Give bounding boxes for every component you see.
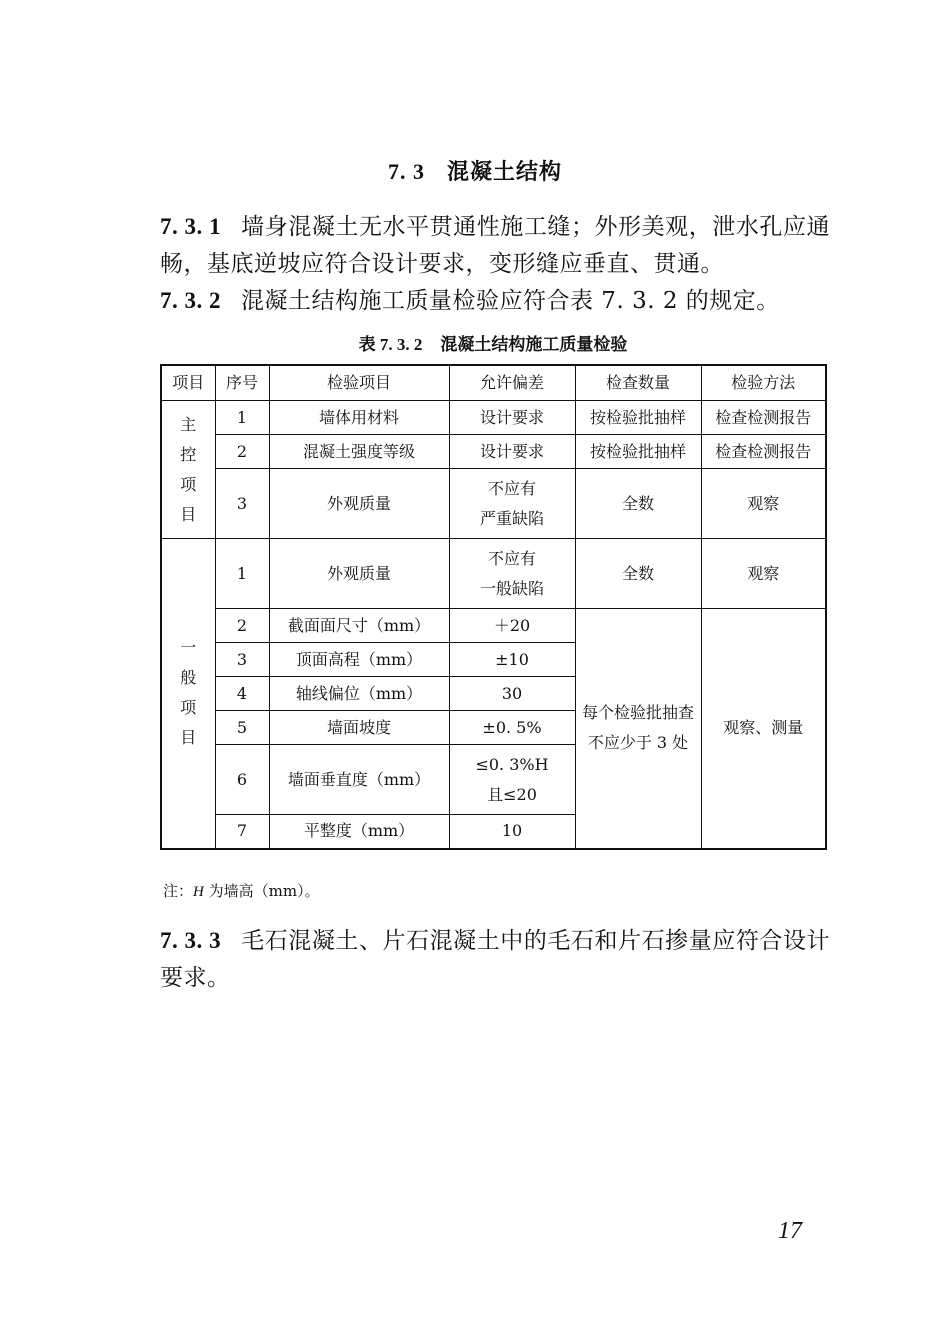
inspection-method: 观察 xyxy=(701,469,826,539)
tolerance: 设计要求 xyxy=(449,401,575,435)
tolerance: 10 xyxy=(449,815,575,849)
row-number: 2 xyxy=(215,609,269,643)
row-number: 3 xyxy=(215,643,269,677)
note-prefix: 注： xyxy=(163,882,194,900)
inspection-item: 平整度（mm） xyxy=(269,815,449,849)
general-group-label: 一 般 项 目 xyxy=(161,539,215,849)
row-number: 7 xyxy=(215,815,269,849)
general-inspection-method: 观察、测量 xyxy=(701,609,826,849)
table-row xyxy=(161,609,826,643)
inspection-item: 墙面垂直度（mm） xyxy=(269,745,449,815)
row-number: 1 xyxy=(215,401,269,435)
clause-text: 毛石混凝土、片石混凝土中的毛石和片石掺量应符合设计要求。 xyxy=(160,928,831,991)
inspection-item: 墙体用材料 xyxy=(269,401,449,435)
inspection-item: 外观质量 xyxy=(269,469,449,539)
clause-7-3-3 xyxy=(160,922,830,997)
clause-number: 7. 3. 2 xyxy=(160,288,221,313)
inspection-method: 检查检测报告 xyxy=(701,435,826,469)
main-group-label: 主 控 项 目 xyxy=(161,401,215,539)
clause-number: 7. 3. 3 xyxy=(160,928,222,953)
tolerance: 30 xyxy=(449,677,575,711)
header-cell: 序号 xyxy=(215,365,269,401)
tolerance: 设计要求 xyxy=(449,435,575,469)
inspection-item: 截面面尺寸（mm） xyxy=(269,609,449,643)
inspection-quantity: 按检验批抽样 xyxy=(575,401,701,435)
inspection-quantity: 全数 xyxy=(575,539,701,609)
header-cell: 检验方法 xyxy=(701,365,826,401)
row-number: 5 xyxy=(215,711,269,745)
header-cell: 检查数量 xyxy=(575,365,701,401)
tolerance: ≤0. 3%H 且≤20 xyxy=(449,745,575,815)
page-number: 17 xyxy=(778,1218,802,1244)
note-text: 为墙高（mm）。 xyxy=(203,882,320,900)
inspection-quantity: 按检验批抽样 xyxy=(575,435,701,469)
tolerance: ±10 xyxy=(449,643,575,677)
table-row xyxy=(161,469,826,539)
table-row xyxy=(161,539,826,609)
clause-7-3-2 xyxy=(160,282,830,320)
general-inspection-quantity: 每个检验批抽查 不应少于 3 处 xyxy=(575,609,701,849)
table-number: 表 7. 3. 2 xyxy=(358,335,423,354)
inspection-item: 外观质量 xyxy=(269,539,449,609)
table-caption xyxy=(0,330,950,355)
clause-7-3-1 xyxy=(160,208,830,283)
row-number: 1 xyxy=(215,539,269,609)
tolerance: ＋20 xyxy=(449,609,575,643)
tolerance: 不应有 一般缺陷 xyxy=(449,539,575,609)
clause-text: 墙身混凝土无水平贯通性施工缝；外形美观，泄水孔应通畅，基底逆坡应符合设计要求，变形缝应垂直、贯通。 xyxy=(160,214,831,277)
inspection-method: 检查检测报告 xyxy=(701,401,826,435)
section-heading: 混凝土结构 xyxy=(446,159,562,185)
table-note xyxy=(163,880,320,901)
table-header-row xyxy=(161,365,826,401)
table-row xyxy=(161,435,826,469)
row-number: 4 xyxy=(215,677,269,711)
row-number: 2 xyxy=(215,435,269,469)
table-row xyxy=(161,401,826,435)
header-cell: 允许偏差 xyxy=(449,365,575,401)
row-number: 3 xyxy=(215,469,269,539)
inspection-method: 观察 xyxy=(701,539,826,609)
clause-number: 7. 3. 1 xyxy=(160,214,222,239)
table-title: 混凝土结构施工质量检验 xyxy=(440,335,628,355)
note-symbol: H xyxy=(193,884,204,900)
header-cell: 检验项目 xyxy=(269,365,449,401)
tolerance: ±0. 5% xyxy=(449,711,575,745)
inspection-table xyxy=(160,364,827,850)
section-number: 7. 3 xyxy=(387,159,425,184)
section-title xyxy=(0,155,950,186)
row-number: 6 xyxy=(215,745,269,815)
inspection-item: 墙面坡度 xyxy=(269,711,449,745)
inspection-item: 顶面高程（mm） xyxy=(269,643,449,677)
clause-text: 混凝土结构施工质量检验应符合表 7. 3. 2 的规定。 xyxy=(241,288,780,314)
inspection-item: 混凝土强度等级 xyxy=(269,435,449,469)
inspection-quantity: 全数 xyxy=(575,469,701,539)
inspection-item: 轴线偏位（mm） xyxy=(269,677,449,711)
header-cell: 项目 xyxy=(161,365,215,401)
tolerance: 不应有 严重缺陷 xyxy=(449,469,575,539)
